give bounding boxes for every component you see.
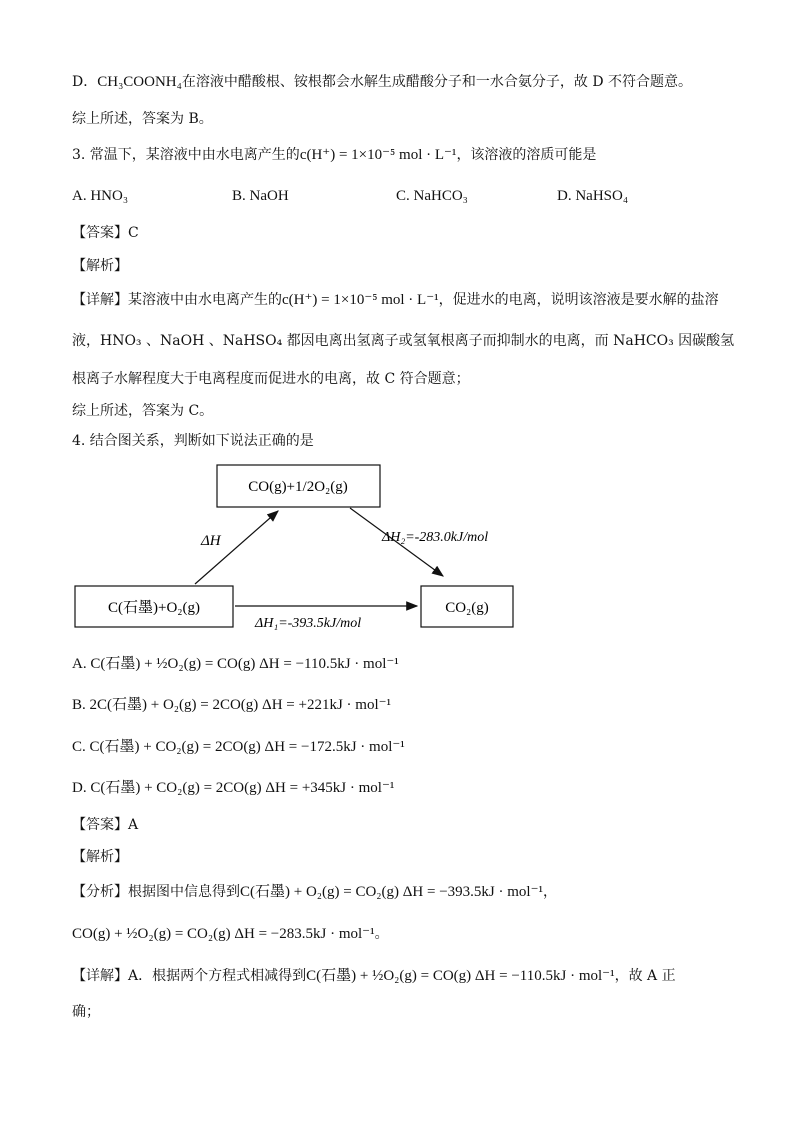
q4-fenxi-formula2: CO(g) + ½O₂(g) = CO₂(g) ΔH = −283.5kJ · mol⁻¹ — [72, 926, 375, 942]
q4-option-d: D. C(石墨) + CO₂(g) = 2CO(g) ΔH = +345kJ · mol⁻¹ — [72, 780, 395, 796]
box-co-half-o2-label: CO(g)+1/2O₂(g) — [248, 479, 348, 495]
q4-fenxi-end: 。 — [374, 926, 389, 942]
option-d-text: 在溶液中醋酸根、铵根都会水解生成醋酸分子和一水合氨分子，故 D 不符合题意。 — [181, 74, 692, 90]
enthalpy-cycle-diagram — [60, 455, 530, 635]
q4-option-b: B. 2C(石墨) + O₂(g) = 2CO(g) ΔH = +221kJ · mol⁻¹ — [72, 697, 392, 713]
label-dh2: ΔH₂=-283.0kJ/mol — [382, 530, 489, 545]
summary-c: 综上所述，答案为 C。 — [72, 403, 214, 419]
q4-fenxi-line1 — [72, 882, 557, 902]
option-d-prefix: D． — [72, 74, 98, 90]
label-dh1: ΔH₁=-393.5kJ/mol — [255, 616, 362, 631]
box-co2-label: CO₂(g) — [445, 600, 489, 616]
q3-option-c: C. NaHCO₃ — [396, 188, 468, 204]
q4-detail-tail: ，故 A 正 — [614, 968, 676, 984]
q3-option-b: B. NaOH — [232, 188, 289, 204]
q4-detail-line1 — [72, 966, 676, 986]
q3-stem-formula: c(H⁺) = 1×10⁻⁵ mol · L⁻¹ — [299, 147, 457, 163]
q4-fenxi-formula: C(石墨) + O₂(g) = CO₂(g) ΔH = −393.5kJ · mol⁻¹ — [240, 884, 544, 900]
q4-fenxi-comma: ， — [543, 884, 558, 900]
q3-stem-text: 3. 常温下，某溶液中由水电离产生的 — [72, 147, 300, 163]
q4-fenxi-text: 【分析】根据图中信息得到 — [72, 884, 240, 900]
q3-detail-line3: 根离子水解程度大于电离程度而促进水的电离，故 C 符合题意； — [72, 371, 470, 387]
q3-stem-tail: ，该溶液的溶质可能是 — [456, 147, 597, 163]
q4-answer: 【答案】A — [72, 817, 139, 833]
q3-detail-line2: 液，HNO₃ 、NaOH 、NaHSO₄ 都因电离出氢离子或氢氧根离子而抑制水的电离，而 NaHCO₃ 因碳酸氢 — [72, 333, 735, 349]
q3-option-a: A. HNO₃ — [72, 188, 129, 204]
q3-analysis-heading: 【解析】 — [72, 258, 128, 274]
q4-option-a: A. C(石墨) + ½O₂(g) = CO(g) ΔH = −110.5kJ · mol⁻¹ — [72, 656, 399, 672]
formula-ammonium-acetate: CH₃COONH₄ — [97, 74, 182, 90]
q3-detail-text: 【详解】某溶液中由水电离产生的 — [72, 292, 282, 308]
q4-detail-line2: 确； — [72, 1004, 100, 1020]
q4-analysis-heading: 【解析】 — [72, 849, 128, 865]
summary-b: 综上所述，答案为 B。 — [72, 111, 213, 127]
question-4-stem: 4. 结合图关系，判断如下说法正确的是 — [72, 433, 314, 449]
q3-detail-formula: c(H⁺) = 1×10⁻⁵ mol · L⁻¹ — [282, 292, 439, 308]
q4-detail-text: 【详解】A．根据两个方程式相减得到 — [72, 968, 307, 984]
q4-fenxi-line2 — [72, 924, 389, 944]
box-graphite-o2-label: C(石墨)+O₂(g) — [107, 600, 201, 616]
label-dh: ΔH — [201, 533, 221, 549]
q3-option-d: D. NaHSO₄ — [557, 188, 629, 204]
question-3-stem — [72, 145, 596, 165]
q3-answer: 【答案】C — [72, 225, 139, 241]
q3-detail-line1 — [72, 290, 719, 310]
q4-detail-formula: C(石墨) + ½O₂(g) = CO(g) ΔH = −110.5kJ · mol⁻¹ — [306, 968, 615, 984]
option-d-explanation — [72, 72, 692, 92]
q4-option-c: C. C(石墨) + CO₂(g) = 2CO(g) ΔH = −172.5kJ · mol⁻¹ — [72, 739, 405, 755]
q3-detail-tail: ，促进水的电离，说明该溶液是要水解的盐溶 — [438, 292, 719, 308]
